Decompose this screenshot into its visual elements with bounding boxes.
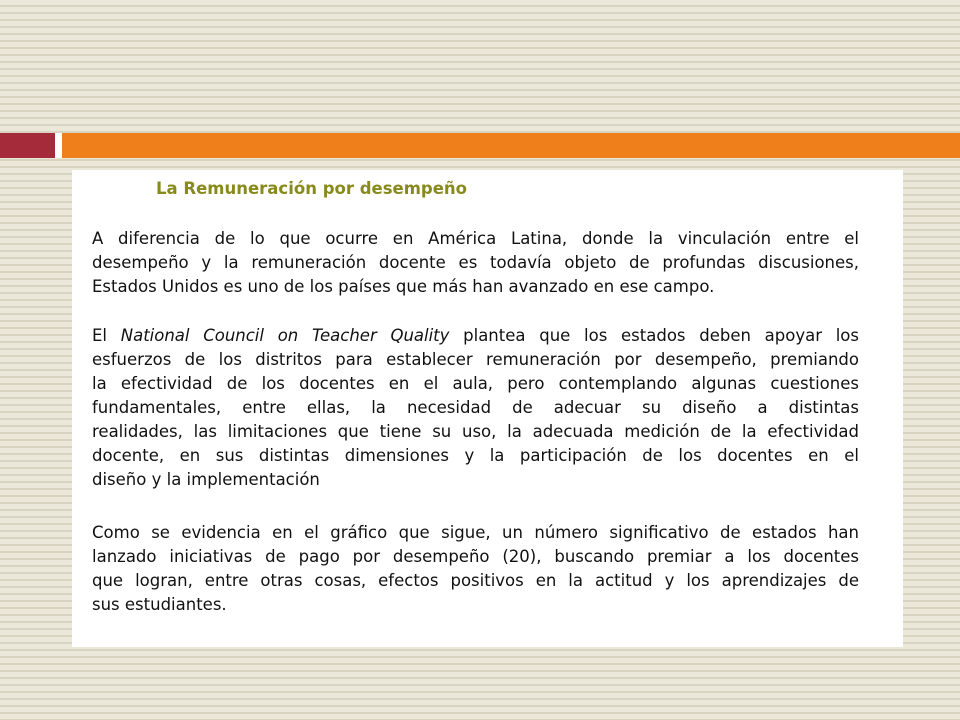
document-card — [72, 170, 903, 647]
paragraph-line: docente, en sus distintas dimensiones y la participación de los docentes en el — [92, 446, 859, 465]
paragraph-line: diseño y la implementación — [92, 470, 320, 489]
paragraph-line: fundamentales, entre ellas, la necesidad de adecuar su diseño a distintas — [92, 398, 859, 417]
document-title: La Remuneración por desempeño — [156, 179, 468, 198]
paragraph-line: sus estudiantes. — [92, 595, 227, 614]
paragraph-line: Estados Unidos es uno de los países que más han avanzado en ese campo. — [92, 277, 715, 296]
accent-bar-red — [0, 133, 55, 158]
organization-name: National Council on Teacher Quality — [120, 326, 450, 345]
paragraph-3 — [92, 521, 859, 617]
text-segment: El — [92, 326, 121, 345]
paragraph-line — [92, 324, 859, 348]
paragraph-line: desempeño y la remuneración docente es todavía objeto de profundas discusiones, — [92, 253, 859, 272]
paragraph-2 — [92, 324, 859, 492]
paragraph-line: Como se evidencia en el gráfico que sigue, un número significativo de estados han — [92, 523, 859, 542]
accent-bar-separator — [55, 133, 62, 158]
text-segment: plantea que los estados deben apoyar los — [449, 326, 859, 345]
paragraph-1 — [92, 227, 859, 299]
paragraph-line: que logran, entre otras cosas, efectos positivos en la actitud y los aprendizajes de — [92, 571, 859, 590]
paragraph-line: la efectividad de los docentes en el aula, pero contemplando algunas cuestiones — [92, 374, 859, 393]
accent-bar-orange — [62, 133, 960, 158]
paragraph-line: realidades, las limitaciones que tiene su uso, la adecuada medición de la efectividad — [92, 422, 859, 441]
paragraph-line: lanzado iniciativas de pago por desempeño (20), buscando premiar a los docentes — [92, 547, 859, 566]
paragraph-line: esfuerzos de los distritos para establecer remuneración por desempeño, premiando — [92, 350, 859, 369]
paragraph-line: A diferencia de lo que ocurre en América Latina, donde la vinculación entre el — [92, 229, 859, 248]
